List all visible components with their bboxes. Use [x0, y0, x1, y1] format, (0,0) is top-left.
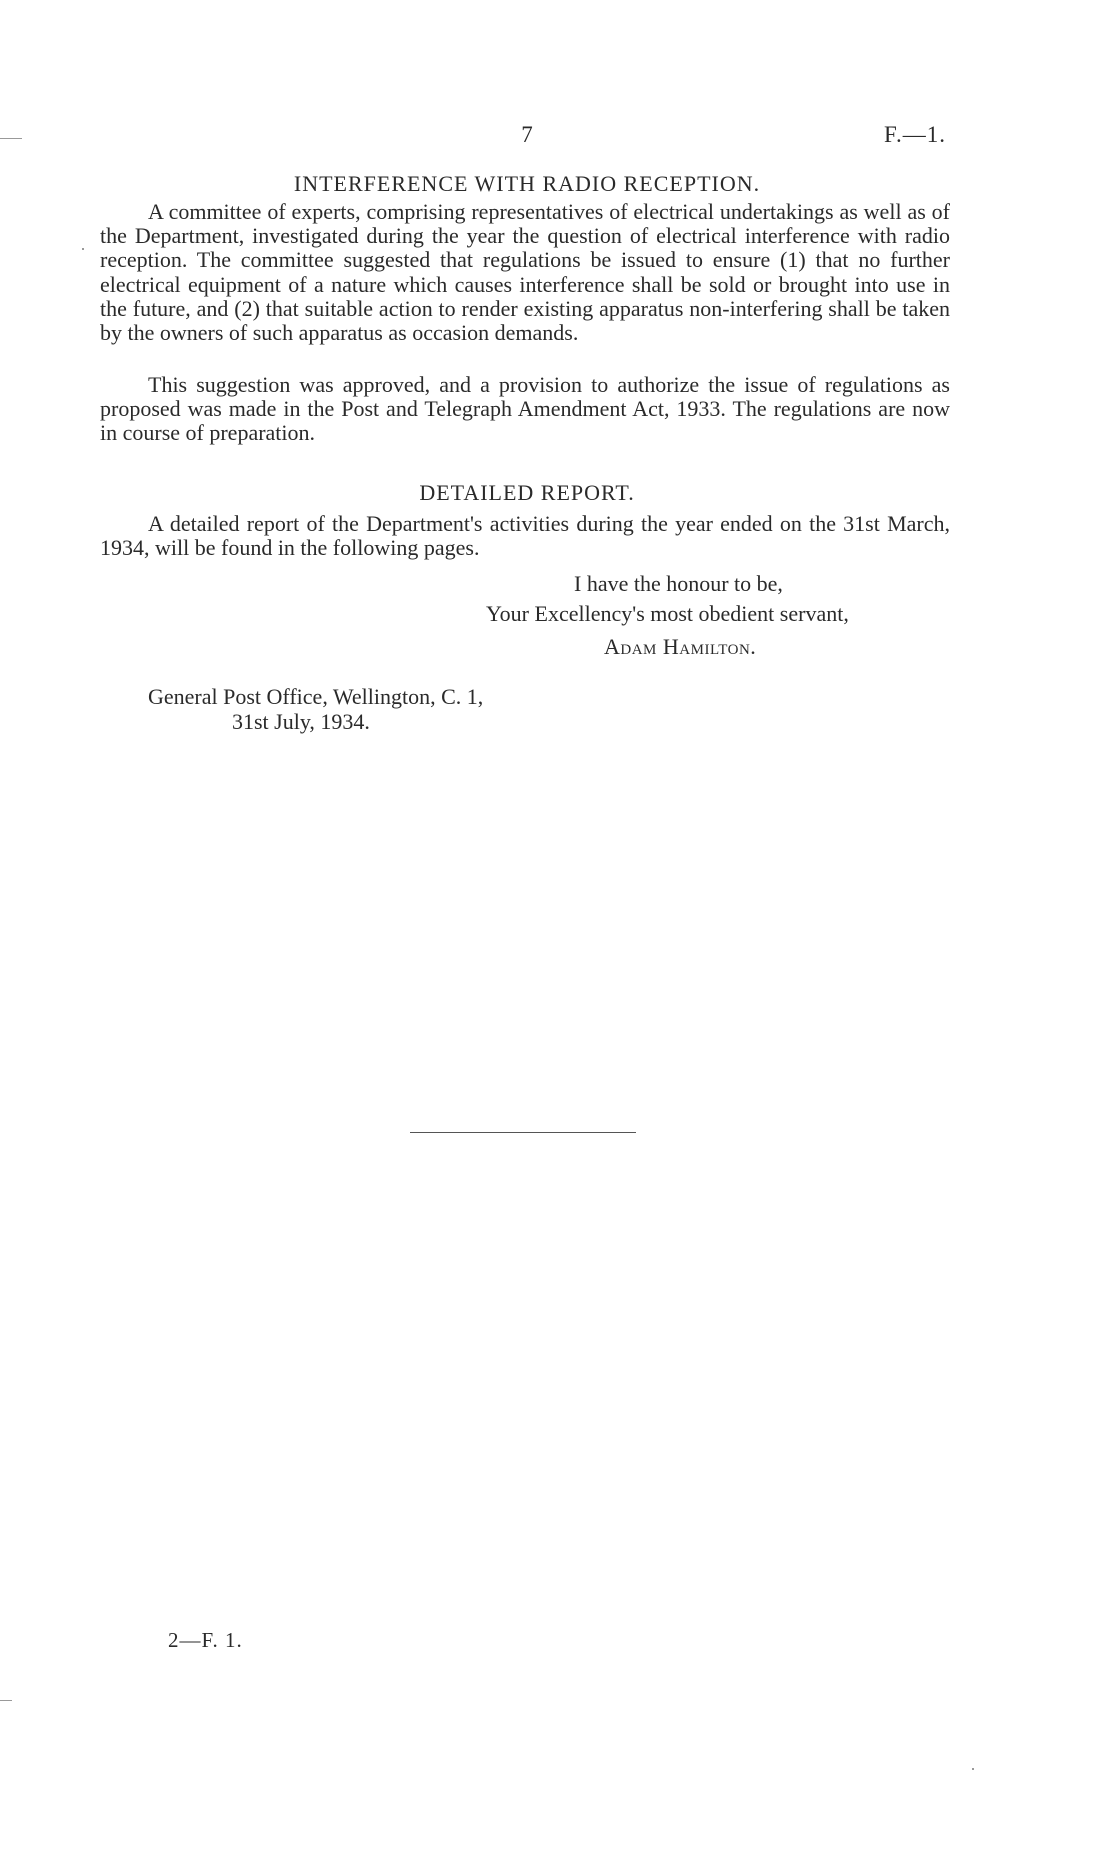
scan-mark [972, 1768, 974, 1770]
document-reference: F.—1. [884, 122, 946, 147]
address-line-date: 31st July, 1934. [232, 709, 370, 734]
address-line-office: General Post Office, Wellington, C. 1, [148, 684, 484, 709]
closing-line-servant: Your Excellency's most obedient servant, [486, 601, 849, 626]
scan-mark [0, 138, 22, 139]
closing-line-honour: I have the honour to be, [574, 571, 783, 596]
page-number: 7 [521, 122, 533, 147]
section-divider [410, 1132, 636, 1133]
section-heading-detailed-report: DETAILED REPORT. [419, 480, 635, 505]
scan-mark [0, 1700, 12, 1701]
section-heading-radio-interference: INTERFERENCE WITH RADIO RECEPTION. [293, 171, 761, 196]
scan-mark [82, 248, 84, 250]
paragraph-detailed-report: A detailed report of the Department's activities during the year ended on the 31st March, 1934, will be found in the following pages. [100, 511, 950, 561]
footer-signature-mark: 2—F. 1. [168, 1628, 243, 1652]
paragraph-suggestion-approved: This suggestion was approved, and a provision to authorize the issue of regulations as proposed was made in the Post and Telegraph Amendment Act, 1933. The regulations are now in course of preparation. [100, 372, 950, 446]
signature-name: Adam Hamilton. [604, 634, 757, 659]
paragraph-committee: A committee of experts, comprising representatives of electrical undertakings as well as of the Department, investigated during the year the question of electrical interference with radio reception. The committee suggested that regulations be issued to ensure (1) that no further electrical equipment of a nature which causes interference shall be sold or brought into use in the future, and (2) that suitable action to render existing apparatus non-interfering shall be taken by the owners of such apparatus as occasion demands. [100, 199, 950, 346]
